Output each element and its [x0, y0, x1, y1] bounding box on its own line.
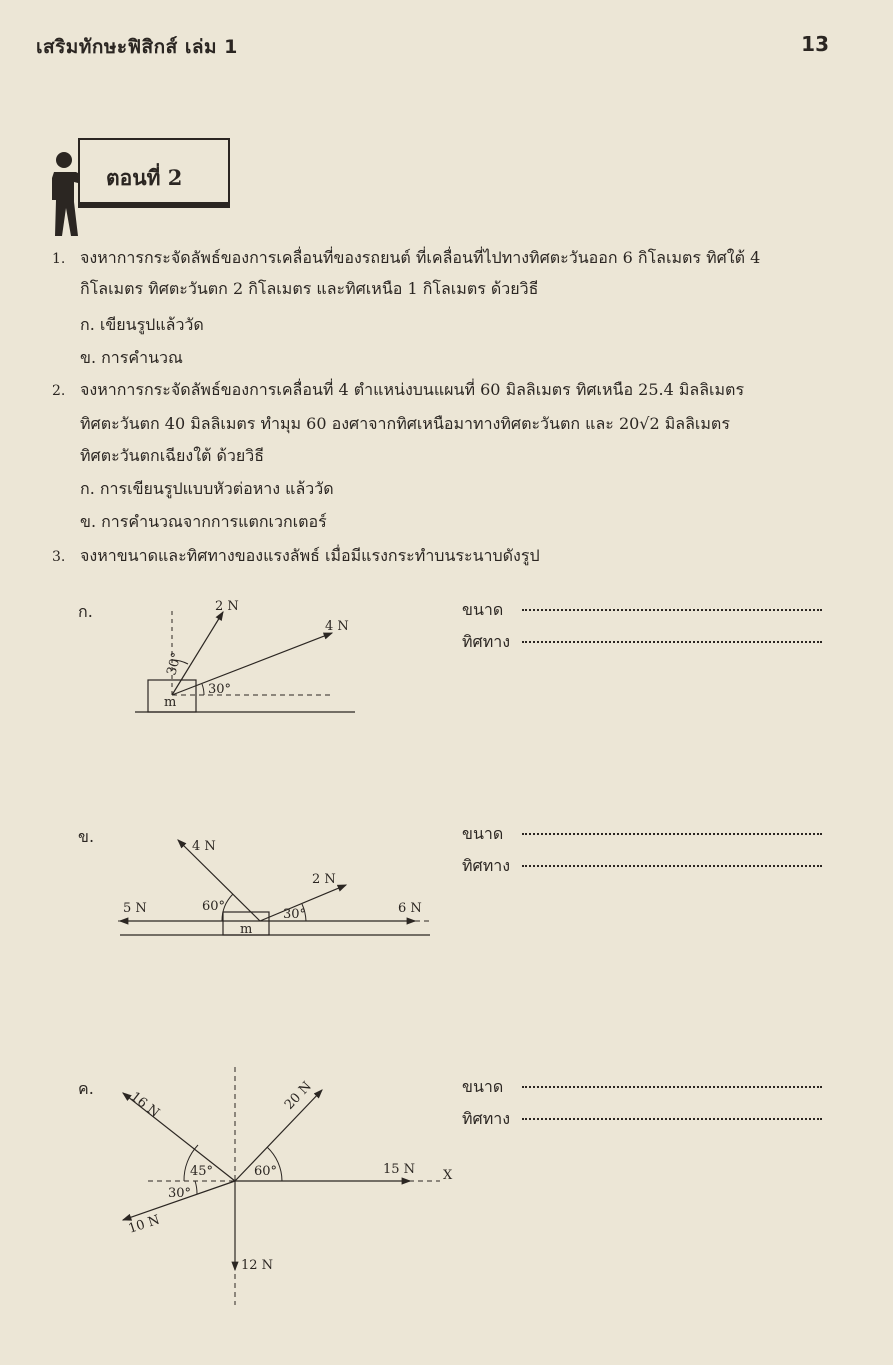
figure-c	[110, 1065, 460, 1310]
angle-arc-2	[202, 684, 204, 695]
q1-option-a: ก. เขียนรูปแล้ววัด	[80, 315, 204, 334]
label-mass: m	[240, 922, 253, 937]
label-20n: 20 N	[281, 1079, 315, 1113]
q2-line3: ทิศตะวันตกเฉียงใต้ ด้วยวิธี	[80, 446, 265, 465]
answer-c-magnitude-blank[interactable]	[522, 1085, 822, 1088]
label-angle-45: 45°	[190, 1164, 214, 1179]
answer-a-direction-blank[interactable]	[522, 640, 822, 643]
label-angle-30: 30°	[168, 1186, 192, 1201]
answer-b-magnitude-blank[interactable]	[522, 832, 822, 835]
force-20n-arrow	[235, 1090, 322, 1181]
answer-a-magnitude-label: ขนาด	[462, 600, 504, 619]
page-number: 13	[801, 32, 829, 56]
label-angle-1: 30°	[164, 650, 185, 678]
label-x-axis: X	[443, 1168, 453, 1183]
angle-arc-30	[195, 1181, 197, 1194]
label-4n: 4 N	[325, 619, 349, 634]
q2-option-b: ข. การคำนวณจากการแตกเวกเตอร์	[80, 512, 327, 531]
q3-line1: จงหาขนาดและทิศทางของแรงลัพธ์ เมื่อมีแรงกระทำบนระนาบดังรูป	[80, 546, 540, 565]
label-5n: 5 N	[123, 901, 147, 916]
label-16n: 16 N	[127, 1089, 163, 1121]
answer-a-magnitude-blank[interactable]	[522, 608, 822, 611]
figure-b-label: ข.	[78, 827, 95, 846]
label-10n: 10 N	[126, 1212, 162, 1237]
label-15n: 15 N	[383, 1162, 416, 1177]
answer-a-direction-label: ทิศทาง	[462, 632, 511, 651]
section-board	[78, 138, 230, 208]
label-angle-60: 60°	[254, 1164, 278, 1179]
figure-b	[110, 830, 440, 945]
label-mass: m	[164, 695, 177, 710]
label-angle-left: 60°	[202, 899, 226, 914]
q2-line2: ทิศตะวันตก 40 มิลลิเมตร ทำมุม 60 องศาจากทิศเหนือมาทางทิศตะวันตก และ 20√2 มิลลิเมตร	[80, 414, 730, 433]
label-4n: 4 N	[192, 839, 216, 854]
answer-b	[462, 822, 822, 886]
answer-b-magnitude-label: ขนาด	[462, 824, 504, 843]
answer-c-direction-blank[interactable]	[522, 1117, 822, 1120]
figure-a-label: ก.	[78, 602, 93, 621]
answer-b-direction-label: ทิศทาง	[462, 856, 511, 875]
q3-number: 3.	[52, 549, 66, 565]
force-4n-arrow	[172, 633, 332, 695]
label-6n: 6 N	[398, 901, 422, 916]
answer-c-direction-label: ทิศทาง	[462, 1109, 511, 1128]
running-header-title: เสริมทักษะฟิสิกส์ เล่ม 1	[36, 36, 238, 58]
q1-line2: กิโลเมตร ทิศตะวันตก 2 กิโลเมตร และทิศเหนือ 1 กิโลเมตร ด้วยวิธี	[80, 279, 539, 298]
figure-a	[120, 590, 380, 730]
label-angle-right: 30°	[283, 907, 307, 922]
q1-option-b: ข. การคำนวณ	[80, 348, 183, 367]
answer-a	[462, 598, 822, 662]
answer-c	[462, 1075, 822, 1139]
label-2n: 2 N	[215, 599, 239, 614]
figure-c-label: ค.	[78, 1079, 94, 1098]
answer-b-direction-blank[interactable]	[522, 864, 822, 867]
q1-line1: จงหาการกระจัดลัพธ์ของการเคลื่อนที่ของรถยนต์ ที่เคลื่อนที่ไปทางทิศตะวันออก 6 กิโลเมตร ทิศใต้ 4	[80, 248, 761, 267]
q2-line1: จงหาการกระจัดลัพธ์ของการเคลื่อนที่ 4 ตำแหน่งบนแผนที่ 60 มิลลิเมตร ทิศเหนือ 25.4 มิลลิเมตร	[80, 380, 745, 399]
q1-number: 1.	[52, 251, 66, 267]
answer-c-magnitude-label: ขนาด	[462, 1077, 504, 1096]
label-angle-2: 30°	[208, 682, 232, 697]
q2-number: 2.	[52, 383, 66, 399]
label-2n: 2 N	[312, 872, 336, 887]
label-12n: 12 N	[241, 1258, 274, 1273]
q2-option-a: ก. การเขียนรูปแบบหัวต่อหาง แล้ววัด	[80, 479, 334, 498]
section-label: ตอนที่ 2	[106, 165, 183, 190]
